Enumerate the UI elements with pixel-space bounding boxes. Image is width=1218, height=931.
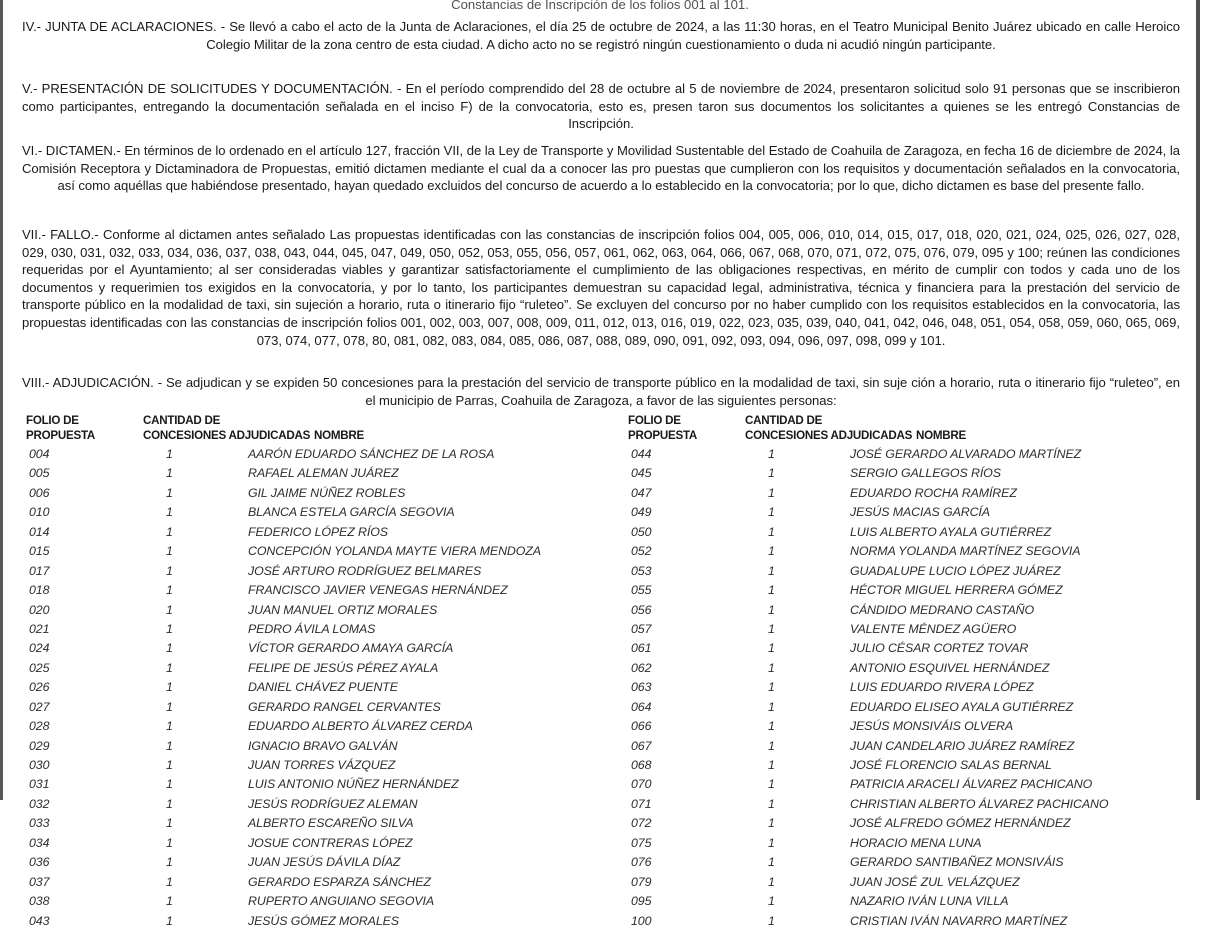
header-nombre: NOMBRE [916, 429, 967, 442]
cell-nombre: GERARDO SANTIBAÑEZ MONSIVÁIS [850, 855, 1064, 870]
cell-nombre: ALBERTO ESCAREÑO SILVA [248, 816, 414, 831]
table-row [628, 873, 1218, 892]
cell-nombre: JOSÉ ARTURO RODRÍGUEZ BELMARES [248, 563, 482, 578]
cell-cantidad: 1 [768, 777, 775, 792]
paragraph-presentacion-solicitudes: V.- PRESENTACIÓN DE SOLICITUDES Y DOCUMENTACIÓN. - En el período comprendido del 28 de octubre al 5 de noviembre de 2024, presentaron solicitud solo 91 personas que se inscribieron como participantes, entregando la documentación señalada en el inciso F) de la convocatoria, esto es, presen taron sus documentos los solicitantes a quienes se les entregó Constancias de Inscripción. [22, 81, 1180, 132]
cell-nombre: JUAN JOSÉ ZUL VELÁZQUEZ [850, 874, 1020, 889]
table-row [628, 620, 1218, 639]
cell-cantidad: 1 [166, 894, 173, 909]
table-row [26, 445, 616, 464]
cell-folio: 032 [29, 796, 50, 811]
cell-cantidad: 1 [768, 816, 775, 831]
table-row [628, 698, 1218, 717]
cell-folio: 076 [631, 855, 652, 870]
table-row [26, 698, 616, 717]
table-row [628, 737, 1218, 756]
cell-folio: 075 [631, 835, 652, 850]
paragraph-junta-de-aclaraciones: IV.- JUNTA DE ACLARACIONES. - Se llevó a cabo el acto de la Junta de Aclaraciones, el día 25 de octubre de 2024, a las 11:30 horas, en el Teatro Municipal Benito Juárez ubicado en calle Heroico Colegio Militar de la zona centro de esta ciudad. A dicho acto no se registró ningún cuestionamiento o duda ni acudió ningún participante. [22, 19, 1180, 52]
cell-cantidad: 1 [166, 447, 173, 461]
cell-nombre: FEDERICO LÓPEZ RÍOS [248, 524, 388, 539]
cell-folio: 031 [29, 777, 50, 792]
cell-folio: 070 [631, 777, 652, 792]
adjudication-table-right [628, 414, 1218, 928]
table-row [26, 503, 616, 522]
cell-cantidad: 1 [166, 874, 173, 889]
table-row [26, 639, 616, 658]
cell-folio: 037 [29, 874, 50, 889]
table-row [628, 717, 1218, 736]
cell-cantidad: 1 [768, 505, 775, 520]
cell-nombre: VÍCTOR GERARDO AMAYA GARCÍA [248, 641, 454, 656]
table-row [628, 659, 1218, 678]
cell-folio: 029 [29, 738, 50, 753]
cell-cantidad: 1 [768, 583, 775, 598]
cell-folio: 036 [29, 855, 50, 870]
table-row [26, 601, 616, 620]
cell-folio: 018 [29, 583, 50, 598]
cell-cantidad: 1 [166, 544, 173, 559]
cell-cantidad: 1 [768, 796, 775, 811]
cell-folio: 044 [631, 447, 652, 461]
cell-folio: 043 [29, 913, 50, 928]
cell-nombre: JULIO CÉSAR CORTEZ TOVAR [850, 641, 1029, 656]
table-row [26, 464, 616, 483]
table-header-row-left [26, 414, 616, 445]
cell-nombre: RUPERTO ANGUIANO SEGOVIA [248, 894, 435, 909]
cell-folio: 067 [631, 738, 652, 753]
cell-cantidad: 1 [768, 621, 775, 636]
table-row [628, 639, 1218, 658]
cell-cantidad: 1 [166, 855, 173, 870]
cell-nombre: JESÚS GÓMEZ MORALES [248, 913, 399, 928]
cell-folio: 066 [631, 719, 652, 734]
cell-nombre: LUIS EDUARDO RIVERA LÓPEZ [850, 680, 1034, 695]
paragraph-dictamen: VI.- DICTAMEN.- En términos de lo ordenado en el artículo 127, fracción VII, de la Ley de Transporte y Movilidad Sustentable del Estado de Coahuila de Zaragoza, en fecha 16 de diciembre de 2024, la Comisión Receptora y Dictaminadora de Propuestas, emitió dictamen mediante el cual da a conocer las pro puestas que cumplieron con los requisitos y documentación señalados en la convocatoria, así como aquéllas que habiéndose presentado, hayan quedado excluidos del concurso de acuerdo a lo establecido en la convocatoria; por lo que, dicho dictamen es base del presente fallo. [22, 143, 1180, 194]
cell-cantidad: 1 [166, 621, 173, 636]
cell-cantidad: 1 [166, 796, 173, 811]
table-row [628, 892, 1218, 911]
cell-folio: 071 [631, 796, 652, 811]
cell-folio: 028 [29, 719, 50, 734]
cell-nombre: JESÚS RODRÍGUEZ ALEMAN [248, 796, 418, 811]
table-row [26, 795, 616, 814]
cell-cantidad: 1 [166, 777, 173, 792]
cell-nombre: FELIPE DE JESÚS PÉREZ AYALA [248, 660, 439, 675]
cell-nombre: PATRICIA ARACELI ÁLVAREZ PACHICANO [850, 777, 1093, 792]
table-row [628, 464, 1218, 483]
cell-folio: 034 [29, 835, 50, 850]
table-row [628, 484, 1218, 503]
table-row [26, 620, 616, 639]
cell-cantidad: 1 [166, 758, 173, 772]
cell-folio: 027 [29, 699, 50, 714]
cell-nombre: FRANCISCO JAVIER VENEGAS HERNÁNDEZ [248, 583, 508, 598]
cell-nombre: ANTONIO ESQUIVEL HERNÁNDEZ [850, 660, 1050, 675]
cell-folio: 005 [29, 466, 50, 481]
cell-folio: 068 [631, 758, 652, 772]
cell-nombre: JESÚS MONSIVÁIS OLVERA [850, 719, 1014, 734]
cell-cantidad: 1 [768, 894, 775, 909]
header-folio-line1: FOLIO DE [628, 414, 681, 427]
cell-cantidad: 1 [768, 563, 775, 578]
cell-cantidad: 1 [768, 738, 775, 753]
cell-folio: 055 [631, 583, 652, 598]
cell-folio: 004 [29, 447, 50, 461]
cell-nombre: NAZARIO IVÁN LUNA VILLA [850, 894, 1009, 909]
cell-nombre: RAFAEL ALEMAN JUÁREZ [248, 466, 399, 481]
table-header-row-right [628, 414, 1218, 445]
header-cantidad-line1: CANTIDAD DE [143, 414, 221, 427]
cell-folio: 026 [29, 680, 50, 695]
cell-nombre: JUAN CANDELARIO JUÁREZ RAMÍREZ [850, 738, 1075, 753]
table-row [26, 581, 616, 600]
table-body-left [26, 445, 616, 931]
cell-nombre: DANIEL CHÁVEZ PUENTE [248, 680, 398, 695]
cell-nombre: JOSUE CONTRERAS LÓPEZ [248, 835, 413, 850]
table-row [26, 814, 616, 833]
table-row [628, 601, 1218, 620]
header-folio-line2: PROPUESTA [628, 429, 698, 442]
table-row [26, 523, 616, 542]
table-row [628, 834, 1218, 853]
cell-cantidad: 1 [768, 660, 775, 675]
cell-nombre: GIL JAIME NÚÑEZ ROBLES [248, 485, 406, 500]
cell-cantidad: 1 [166, 563, 173, 578]
cell-cantidad: 1 [768, 641, 775, 656]
cell-nombre: GERARDO ESPARZA SÁNCHEZ [248, 874, 431, 889]
cell-folio: 050 [631, 524, 652, 539]
cell-folio: 062 [631, 660, 652, 675]
cell-cantidad: 1 [166, 485, 173, 500]
cell-cantidad: 1 [166, 719, 173, 734]
table-row [26, 659, 616, 678]
cell-nombre: JUAN MANUEL ORTIZ MORALES [248, 602, 438, 617]
cell-cantidad: 1 [768, 874, 775, 889]
cell-nombre: SERGIO GALLEGOS RÍOS [850, 466, 1001, 481]
table-row [628, 795, 1218, 814]
cell-cantidad: 1 [166, 641, 173, 656]
cell-nombre: HORACIO MENA LUNA [850, 835, 982, 850]
table-row [26, 717, 616, 736]
cell-nombre: EDUARDO ROCHA RAMÍREZ [850, 485, 1017, 500]
cell-nombre: LUIS ALBERTO AYALA GUTIÉRREZ [850, 524, 1052, 539]
table-row [26, 756, 616, 775]
cell-nombre: JUAN JESÚS DÁVILA DÍAZ [248, 855, 401, 870]
cell-nombre: EDUARDO ALBERTO ÁLVAREZ CERDA [248, 719, 473, 734]
cell-nombre: GUADALUPE LUCIO LÓPEZ JUÁREZ [850, 563, 1061, 578]
header-cantidad-line2: CONCESIONES ADJUDICADAS [745, 429, 913, 442]
cell-folio: 049 [631, 505, 652, 520]
header-cantidad-line2: CONCESIONES ADJUDICADAS [143, 429, 311, 442]
cell-folio: 053 [631, 563, 652, 578]
cell-cantidad: 1 [768, 835, 775, 850]
header-folio-line1: FOLIO DE [26, 414, 79, 427]
cell-folio: 010 [29, 505, 50, 520]
cell-nombre: NORMA YOLANDA MARTÍNEZ SEGOVIA [850, 544, 1081, 559]
cell-cantidad: 1 [166, 699, 173, 714]
table-row [628, 756, 1218, 775]
cell-cantidad: 1 [166, 816, 173, 831]
table-row [26, 853, 616, 872]
cell-cantidad: 1 [768, 913, 775, 928]
cell-cantidad: 1 [768, 680, 775, 695]
table-row [26, 562, 616, 581]
cell-nombre: CONCEPCIÓN YOLANDA MAYTE VIERA MENDOZA [248, 544, 541, 559]
table-row [628, 912, 1218, 931]
table-row [628, 562, 1218, 581]
table-row [26, 542, 616, 561]
adjudication-table-left [26, 414, 616, 928]
paragraph-fallo: VII.- FALLO.- Conforme al dictamen antes señalado Las propuestas identificadas con las constancias de inscripción folios 004, 005, 006, 010, 014, 015, 017, 018, 020, 021, 024, 025, 026, 027, 028, 029, 030, 031, 032, 033, 034, 036, 037, 038, 043, 044, 045, 047, 049, 050, 052, 053, 055, 056, 057, 061, 062, 063, 064, 066, 067, 068, 070, 071, 072, 075, 076, 079, 095 y 100; reúnen las condiciones requeridas por el Ayuntamiento; al ser consideradas viables y garantizar satisfactoriamente el cumplimiento de las obligaciones respectivas, en mérito de cumplir con todos y cada uno de los documentos y requerimien tos exigidos en la convocatoria, y por lo tanto, los participantes demuestran su capacidad legal, administrativa, técnica y financiera para la prestación del servicio de transporte público en la modalidad de taxi, sin sujeción a horario, ruta o itinerario fijo “ruleteo”. Se excluyen del concurso por no haber cumplido con los requisitos establecidos en la convocatoria, las propuestas identificadas con las constancias de inscripción folios 001, 002, 003, 007, 008, 009, 011, 012, 013, 016, 019, 022, 023, 035, 039, 040, 041, 042, 046, 048, 051, 054, 058, 059, 060, 065, 069, 073, 074, 077, 078, 80, 081, 082, 083, 084, 085, 086, 087, 088, 089, 090, 091, 092, 093, 094, 096, 097, 098, 099 y 101. [22, 227, 1180, 348]
cell-folio: 006 [29, 485, 50, 500]
table-row [628, 503, 1218, 522]
cell-nombre: IGNACIO BRAVO GALVÁN [248, 738, 398, 753]
cell-folio: 038 [29, 894, 50, 909]
cell-nombre: JOSÉ GERARDO ALVARADO MARTÍNEZ [850, 447, 1082, 461]
truncated-top-line: Constancias de Inscripción de los folios 001 al 101. [451, 0, 749, 12]
cell-folio: 095 [631, 894, 652, 909]
cell-cantidad: 1 [166, 602, 173, 617]
cell-cantidad: 1 [768, 699, 775, 714]
cell-folio: 056 [631, 602, 652, 617]
table-row [628, 678, 1218, 697]
cell-folio: 052 [631, 544, 652, 559]
table-row [628, 775, 1218, 794]
cell-folio: 072 [631, 816, 652, 831]
cell-cantidad: 1 [166, 913, 173, 928]
cell-folio: 015 [29, 544, 50, 559]
cell-nombre: HÉCTOR MIGUEL HERRERA GÓMEZ [850, 583, 1063, 598]
table-row [628, 523, 1218, 542]
cell-cantidad: 1 [768, 758, 775, 772]
cell-folio: 057 [631, 621, 652, 636]
cell-cantidad: 1 [768, 524, 775, 539]
table-row [628, 581, 1218, 600]
cell-cantidad: 1 [768, 855, 775, 870]
cell-folio: 079 [631, 874, 652, 889]
cell-folio: 045 [631, 466, 652, 481]
cell-folio: 033 [29, 816, 50, 831]
cell-nombre: JESÚS MACIAS GARCÍA [850, 505, 990, 520]
cell-nombre: JOSÉ FLORENCIO SALAS BERNAL [850, 758, 1052, 772]
cell-cantidad: 1 [166, 660, 173, 675]
table-row [628, 853, 1218, 872]
table-row [628, 445, 1218, 464]
cell-nombre: JOSÉ ALFREDO GÓMEZ HERNÁNDEZ [850, 816, 1071, 831]
table-row [26, 737, 616, 756]
table-body-right [628, 445, 1218, 931]
cell-cantidad: 1 [768, 485, 775, 500]
cell-nombre: CHRISTIAN ALBERTO ÁLVAREZ PACHICANO [850, 796, 1109, 811]
cell-folio: 014 [29, 524, 50, 539]
cell-cantidad: 1 [768, 544, 775, 559]
cell-nombre: LUIS ANTONIO NÚÑEZ HERNÁNDEZ [248, 777, 459, 792]
cell-cantidad: 1 [166, 466, 173, 481]
cell-nombre: EDUARDO ELISEO AYALA GUTIÉRREZ [850, 699, 1074, 714]
adjudication-tables [0, 414, 1200, 928]
table-row [26, 775, 616, 794]
cell-folio: 021 [29, 621, 50, 636]
cell-nombre: VALENTE MÉNDEZ AGÜERO [850, 621, 1017, 636]
cell-nombre: CÁNDIDO MEDRANO CASTAÑO [850, 602, 1035, 617]
cell-folio: 064 [631, 699, 652, 714]
header-folio-line2: PROPUESTA [26, 429, 96, 442]
cell-folio: 061 [631, 641, 652, 656]
cell-nombre: GERARDO RANGEL CERVANTES [248, 699, 441, 714]
cell-cantidad: 1 [166, 835, 173, 850]
cell-folio: 030 [29, 758, 50, 772]
cell-nombre: PEDRO ÁVILA LOMAS [248, 621, 376, 636]
cell-cantidad: 1 [768, 466, 775, 481]
table-row [26, 873, 616, 892]
table-row [26, 484, 616, 503]
cell-cantidad: 1 [166, 524, 173, 539]
header-cantidad-line1: CANTIDAD DE [745, 414, 823, 427]
cell-folio: 047 [631, 485, 652, 500]
header-nombre: NOMBRE [314, 429, 365, 442]
cell-cantidad: 1 [768, 447, 775, 461]
cell-nombre: BLANCA ESTELA GARCÍA SEGOVIA [248, 505, 455, 520]
table-row [628, 542, 1218, 561]
paragraph-adjudicacion: VIII.- ADJUDICACIÓN. - Se adjudican y se expiden 50 concesiones para la prestación del servicio de transporte público en la modalidad de taxi, sin suje ción a horario, ruta o itinerario fijo “ruleteo”, en el municipio de Parras, Coahuila de Zaragoza, a favor de las siguientes personas: [22, 375, 1180, 408]
cell-cantidad: 1 [166, 505, 173, 520]
cell-cantidad: 1 [768, 602, 775, 617]
cell-folio: 063 [631, 680, 652, 695]
cell-folio: 100 [631, 913, 652, 928]
cell-cantidad: 1 [166, 738, 173, 753]
table-row [628, 814, 1218, 833]
table-row [26, 912, 616, 931]
cell-cantidad: 1 [166, 583, 173, 598]
cell-folio: 017 [29, 563, 50, 578]
cell-nombre: AARÓN EDUARDO SÁNCHEZ DE LA ROSA [248, 447, 495, 461]
table-row [26, 834, 616, 853]
table-row [26, 678, 616, 697]
cell-folio: 020 [29, 602, 50, 617]
cell-folio: 025 [29, 660, 50, 675]
cell-folio: 024 [29, 641, 50, 656]
table-row [26, 892, 616, 911]
cell-cantidad: 1 [166, 680, 173, 695]
cell-cantidad: 1 [768, 719, 775, 734]
cell-nombre: JUAN TORRES VÁZQUEZ [248, 758, 396, 772]
cell-nombre: CRISTIAN IVÁN NAVARRO MARTÍNEZ [850, 913, 1068, 928]
